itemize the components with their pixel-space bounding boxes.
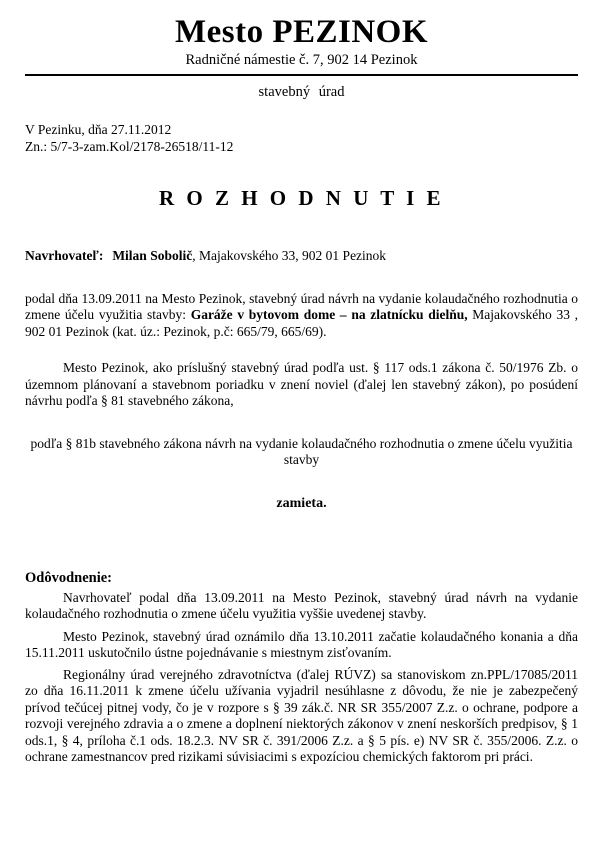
justification-paragraph-1: Navrhovateľ podal dňa 13.09.2011 na Mesto Pezinok, stavebný úrad návrh na vydanie kolaudačného rozhodnutia o zmene účelu využitia vyššie uvedenej stavby. — [25, 589, 578, 622]
city-address: Radničné námestie č. 7, 902 14 Pezinok — [185, 51, 418, 68]
letterhead — [25, 14, 578, 101]
justification-paragraph-2: Mesto Pezinok, stavebný úrad oznámilo dňa 13.10.2011 začatie kolaudačného konania a dňa 15.11.2011 uskutočnilo ústne pojednávanie s miestnym zisťovaním. — [25, 628, 578, 661]
place-date-line: V Pezinku, dňa 27.11.2012 — [25, 121, 172, 137]
applicant-name: Milan Sobolič — [112, 248, 193, 264]
paragraph-authority: Mesto Pezinok, ako príslušný stavebný úrad podľa ust. § 117 ods.1 zákona č. 50/1976 Zb. o územnom plánovaní a stavebnom poriadku v znení noviel (ďalej len stavebný zákon), po posúdení návrhu podľa § 81 stavebného zákona, — [25, 360, 578, 409]
document-title: R O Z H O D N U T I E — [158, 185, 445, 210]
department-name: stavebný úrad — [258, 83, 345, 100]
request-text-suffix: Majakovského 33 , 902 01 Pezinok (kat. úz.: Pezinok, p.č: 665/79, 665/69). — [25, 307, 578, 339]
request-building-name: Garáže v bytovom dome – na zlatnícku dielňu, — [190, 307, 468, 323]
paragraph-request — [25, 291, 578, 341]
request-text-prefix: podal dňa 13.09.2011 na Mesto Pezinok, stavebný úrad návrh na vydanie kolaudačného rozhodnutia o zmene účelu využitia stavby: — [25, 290, 578, 323]
applicant-label: Navrhovateľ: — [25, 248, 104, 264]
paragraph-verdict-intro: podľa § 81b stavebného zákona návrh na vydanie kolaudačného rozhodnutia o zmene účelu využitia stavby — [30, 435, 573, 468]
letterhead-divider — [25, 74, 578, 76]
city-title: Mesto PEZINOK — [174, 14, 429, 50]
reference-number: Zn.: 5/7-3-zam.Kol/2178-26518/11-12 — [25, 138, 234, 154]
verdict-text: zamieta. — [276, 495, 327, 511]
applicant-line — [25, 248, 578, 265]
document-meta — [25, 121, 578, 155]
justification-heading: Odôvodnenie: — [25, 569, 113, 586]
justification-paragraph-3: Regionálny úrad verejného zdravotníctva (ďalej RÚVZ) sa stanoviskom zn.PPL/17085/2011 zo dňa 16.11.2011 k zmene účelu užívania vyjadril nesúhlasne z dôvodu, že nie je zabezpečený prívod tečúcej pitnej vody, čo je v rozpore s § 39 zák.č. NR SR 355/2007 Z.z. o ochrane, podpore a rozvoji verejného zdravia a o zmene a doplnení niektorých zákonov v znení neskorších predpisov, § 1 ods.1, § 4, príloha č.1 ods. 18.2.3. NV SR č. 391/2006 Z.z. a § 5 pís. e) NV SR č. 355/2006. Z.z. o ochrane zamestnancov pred rizikami súvisiacimi s expozíciou chemických faktorom pri práci. — [25, 666, 578, 765]
applicant-address: , Majakovského 33, 902 01 Pezinok — [192, 248, 387, 264]
